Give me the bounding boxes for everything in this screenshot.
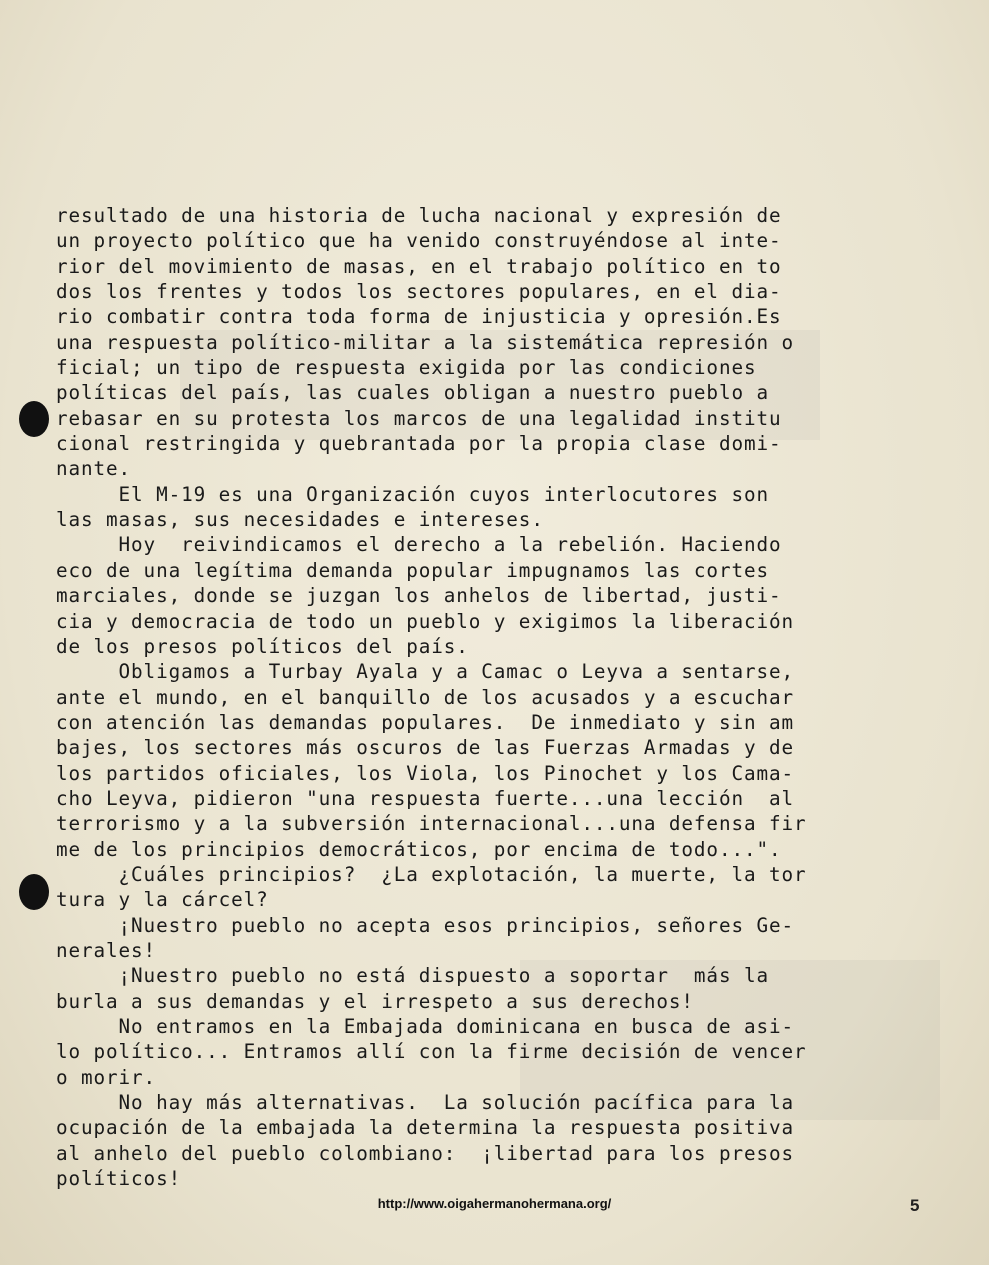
text-line: rebasar en su protesta los marcos de una legalidad institu [56,406,782,430]
text-line: burla a sus demandas y el irrespeto a sus derechos! [56,989,694,1013]
text-line: de los presos políticos del país. [56,634,469,658]
text-line: No hay más alternativas. La solución pacífica para la [56,1091,794,1115]
text-line: El M-19 es una Organización cuyos interlocutores son [56,482,769,506]
page-number: 5 [910,1196,920,1215]
text-line: resultado de una historia de lucha nacional y expresión de [56,204,782,227]
text-line: ¡Nuestro pueblo no está dispuesto a soportar más la [56,964,769,988]
text-line: dos los frentes y todos los sectores populares, en el dia- [56,280,782,304]
text-line: rio combatir contra toda forma de injusticia y opresión.Es [56,305,782,329]
text-line: terrorismo y a la subversión internacional...una defensa fir [56,812,807,836]
text-line: o morir. [56,1065,157,1089]
text-line: cional restringida y quebrantada por la propia clase domi- [56,432,782,456]
text-line: con atención las demandas populares. De inmediato y sin am [56,710,794,734]
text-line: ¡Nuestro pueblo no acepta esos principios, señores Ge- [56,913,794,937]
text-line: marciales, donde se juzgan los anhelos de libertad, justi- [56,584,782,608]
text-line: nante. [56,457,132,481]
text-line: políticas del país, las cuales obligan a nuestro pueblo a [56,381,769,405]
footer-url: http://www.oigahermanohermana.org/ [377,1196,612,1211]
text-line: cia y democracia de todo un pueblo y exigimos la liberación [56,609,794,633]
binder-hole-bottom [19,874,49,910]
text-line: ¿Cuáles principios? ¿La explotación, la muerte, la tor [56,862,807,886]
document-body [56,203,956,1191]
text-line: las masas, sus necesidades e intereses. [56,508,544,532]
text-line: rior del movimiento de masas, en el trabajo político en to [56,254,782,278]
text-line: me de los principios democráticos, por encima de todo...". [56,837,782,861]
text-line: ante el mundo, en el banquillo de los acusados y a escuchar [56,685,794,709]
text-line: políticos! [56,1167,182,1191]
text-line: bajes, los sectores más oscuros de las Fuerzas Armadas y de [56,736,794,760]
text-line: cho Leyva, pidieron "una respuesta fuerte...una lección al [56,786,794,810]
text-line: lo político... Entramos allí con la firme decisión de vencer [56,1040,807,1064]
text-line: eco de una legítima demanda popular impugnamos las cortes [56,558,769,582]
text-line: nerales! [56,938,157,962]
text-line: ficial; un tipo de respuesta exigida por las condiciones [56,356,757,380]
text-line: los partidos oficiales, los Viola, los Pinochet y los Cama- [56,761,794,785]
text-line: una respuesta político-militar a la sistemática represión o [56,330,794,354]
text-line: Hoy reivindicamos el derecho a la rebelión. Haciendo [56,533,782,557]
text-line: un proyecto político que ha venido construyéndose al inte- [56,229,782,253]
text-line: al anhelo del pueblo colombiano: ¡libertad para los presos [56,1141,794,1165]
text-line: Obligamos a Turbay Ayala y a Camac o Leyva a sentarse, [56,660,794,684]
text-line: ocupación de la embajada la determina la respuesta positiva [56,1116,794,1140]
text-line: tura y la cárcel? [56,888,269,912]
text-line: No entramos en la Embajada dominicana en busca de asi- [56,1015,794,1038]
binder-hole-top [19,401,49,437]
